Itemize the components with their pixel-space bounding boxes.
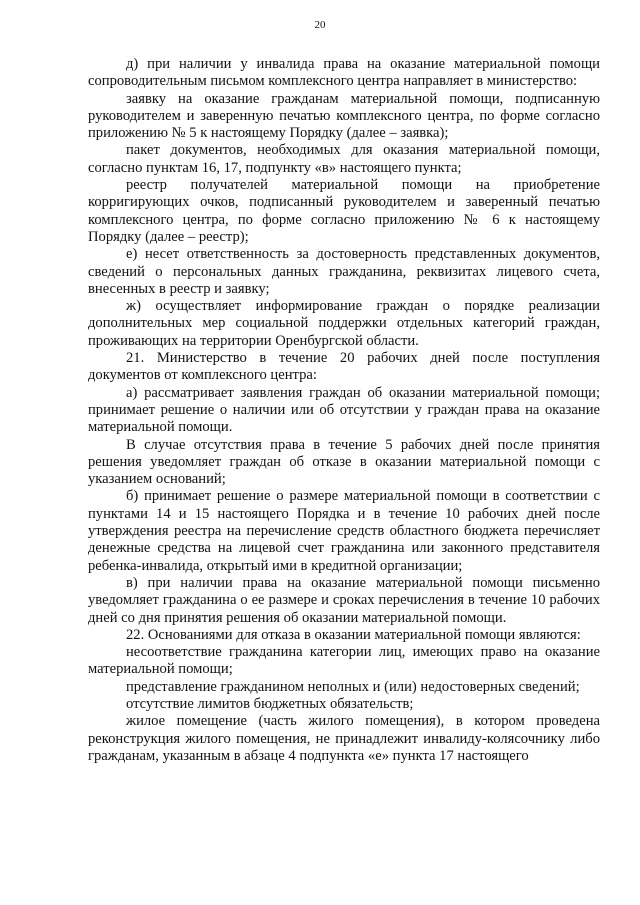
paragraph-application: заявку на оказание гражданам материальной помощи, подписанную руководителем и заверенную печатью комплексного центра, по форме согласно приложению № 5 к настоящему Порядку (далее – заявка); (88, 90, 600, 142)
paragraph-ground-category: несоответствие гражданина категории лиц, имеющих право на оказание материальной помощи; (88, 644, 600, 678)
paragraph-zh-informing: ж) осуществляет информирование граждан о порядке реализации дополнительных мер социальной поддержки отдельных категорий граждан, проживающих на территории Оренбургской области. (88, 298, 600, 349)
paragraph-a-review: а) рассматривает заявления граждан об оказании материальной помощи; принимает решение о наличии или об отсутствии у граждан права на оказание материальной помощи. (88, 384, 600, 436)
paragraph-ground-housing: жилое помещение (часть жилого помещения), в котором проведена реконструкция жилого помещения, не принадлежит инвалиду-колясочнику либо гражданам, указанным в абзаце 4 подпункта «е» пункта 17 настоящего (88, 713, 600, 764)
paragraph-22-grounds: 22. Основаниями для отказа в оказании материальной помощи являются: (126, 626, 581, 643)
document-body (88, 56, 600, 765)
paragraph-document-package: пакет документов, необходимых для оказания материальной помощи, согласно пунктам 16, 17, подпункту «в» настоящего пункта; (88, 142, 600, 176)
paragraph-ground-limits: отсутствие лимитов бюджетных обязательств; (126, 695, 414, 712)
paragraph-21-ministry: 21. Министерство в течение 20 рабочих дней после поступления документов от комплексного центра: (88, 350, 600, 384)
paragraph-refusal-notice: В случае отсутствия права в течение 5 рабочих дней после принятия решения уведомляет граждан об отказе в оказании материальной помощи с указанием оснований; (88, 436, 600, 488)
paragraph-d-submission: д) при наличии у инвалида права на оказание материальной помощи сопроводительным письмом комплексного центра направляет в министерство: (88, 56, 600, 90)
page-number: 20 (314, 19, 326, 31)
paragraph-b-amount-decision: б) принимает решение о размере материальной помощи в соответствии с пунктами 14 и 15 настоящего Порядка и в течение 10 рабочих дней после утверждения реестра на перечисление средств областного бюджета перечисляет денежные средства на лицевой счет гражданина или законного представителя ребенка-инвалида, открытый ими в кредитной организации; (88, 488, 600, 574)
paragraph-v-notification: в) при наличии права на оказание материальной помощи письменно уведомляет гражданина о ее размере и сроках перечисления в течение 10 рабочих дней со дня принятия решения об оказании материальной помощи. (88, 574, 600, 626)
paragraph-registry: реестр получателей материальной помощи на приобретение корригирующих очков, подписанный руководителем и заверенный печатью комплексного центра, по форме согласно приложению № 6 к настоящему Порядку (далее – реестр); (88, 177, 600, 245)
paragraph-e-responsibility: е) несет ответственность за достоверность представленных документов, сведений о персональных данных гражданина, реквизитах лицевого счета, внесенных в реестр и заявку; (88, 246, 600, 297)
paragraph-ground-incomplete-data: представление гражданином неполных и (или) недостоверных сведений; (126, 678, 580, 695)
